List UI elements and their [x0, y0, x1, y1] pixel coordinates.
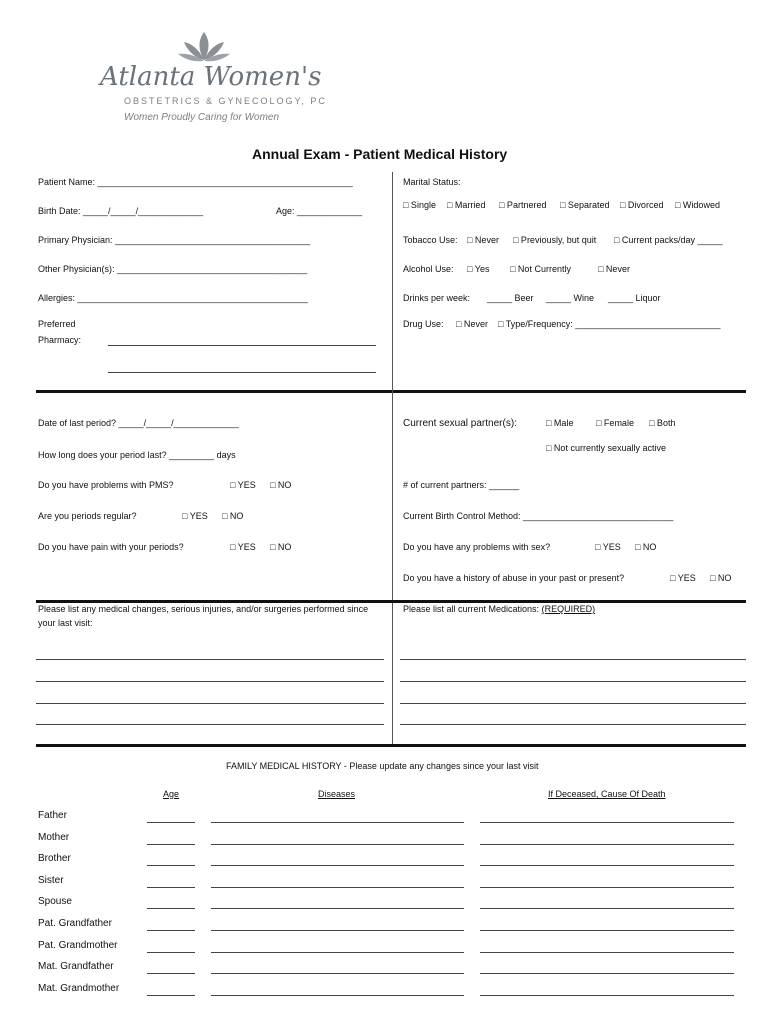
- birth-control-field[interactable]: Current Birth Control Method: ______________________________: [403, 511, 674, 521]
- num-partners-field[interactable]: # of current partners: ______: [403, 480, 520, 490]
- family-col-deceased: If Deceased, Cause Of Death: [548, 789, 666, 799]
- family-history-heading: FAMILY MEDICAL HISTORY - Please update any changes since your last visit: [226, 761, 539, 771]
- sex-problems-no[interactable]: □ NO: [635, 542, 657, 552]
- marital-divorced[interactable]: □ Divorced: [620, 200, 664, 210]
- family-deceased-line[interactable]: [480, 973, 734, 974]
- drug-never[interactable]: □ Never: [456, 319, 488, 329]
- pharmacy-label-2: Pharmacy:: [38, 335, 82, 345]
- column-divider: [392, 172, 393, 746]
- pms-yes[interactable]: □ YES: [230, 480, 256, 490]
- family-diseases-line[interactable]: [211, 995, 464, 996]
- changes-line-1[interactable]: [36, 659, 384, 660]
- family-member-label: Mat. Grandfather: [38, 961, 114, 973]
- tobacco-never[interactable]: □ Never: [467, 235, 499, 245]
- family-member-label: Pat. Grandfather: [38, 918, 112, 929]
- required-label: (REQUIRED): [541, 604, 596, 614]
- family-member-label: Mother: [38, 831, 70, 843]
- logo-subtitle: OBSTETRICS & GYNECOLOGY, PC: [124, 96, 327, 106]
- family-diseases-line[interactable]: [211, 822, 464, 823]
- allergies-field[interactable]: Allergies: ______________________________________________: [38, 293, 308, 303]
- family-col-diseases: Diseases: [318, 789, 356, 799]
- family-age-line[interactable]: [147, 844, 195, 845]
- medications-line-4[interactable]: [400, 724, 746, 725]
- drug-label: Drug Use:: [403, 319, 444, 329]
- family-deceased-line[interactable]: [480, 887, 734, 888]
- regular-no[interactable]: □ NO: [222, 511, 244, 521]
- pharmacy-label-1: Preferred: [38, 319, 76, 329]
- family-diseases-line[interactable]: [211, 952, 464, 953]
- family-diseases-line[interactable]: [211, 908, 464, 909]
- family-age-line[interactable]: [147, 822, 195, 823]
- pharmacy-line-1[interactable]: [108, 345, 376, 346]
- marital-widowed[interactable]: □ Widowed: [675, 200, 720, 210]
- family-member-label: Spouse: [38, 896, 72, 908]
- family-age-line[interactable]: [147, 930, 195, 931]
- alcohol-not-currently[interactable]: □ Not Currently: [510, 264, 571, 274]
- logo-name: Atlanta Women's: [100, 62, 322, 92]
- drug-type-frequency[interactable]: □ Type/Frequency: _____________________________: [498, 319, 721, 329]
- changes-line-3[interactable]: [36, 703, 384, 704]
- lotus-logo-icon: [176, 30, 232, 64]
- changes-prompt-2: your last visit:: [38, 618, 93, 628]
- pain-yes[interactable]: □ YES: [230, 542, 256, 552]
- section-divider-3: [36, 744, 746, 747]
- family-deceased-line[interactable]: [480, 995, 734, 996]
- family-member-label: Sister: [38, 874, 64, 886]
- medications-line-2[interactable]: [400, 681, 746, 682]
- birth-date-field[interactable]: Birth Date: _____/_____/_____________: [38, 206, 204, 216]
- marital-status-label: Marital Status:: [403, 177, 461, 187]
- drinks-label: Drinks per week:: [403, 293, 471, 303]
- changes-line-4[interactable]: [36, 724, 384, 725]
- logo-tagline: Women Proudly Caring for Women: [124, 112, 280, 123]
- abuse-yes[interactable]: □ YES: [670, 573, 696, 583]
- changes-line-2[interactable]: [36, 681, 384, 682]
- family-diseases-line[interactable]: [211, 973, 464, 974]
- family-age-line[interactable]: [147, 887, 195, 888]
- patient-name-field[interactable]: Patient Name: ___________________________________________________: [38, 177, 353, 187]
- pain-question: Do you have pain with your periods?: [38, 542, 184, 552]
- section-divider-1: [36, 390, 746, 393]
- family-diseases-line[interactable]: [211, 930, 464, 931]
- medications-prompt: [403, 604, 595, 614]
- family-deceased-line[interactable]: [480, 822, 734, 823]
- alcohol-never[interactable]: □ Never: [598, 264, 630, 274]
- tobacco-current[interactable]: □ Current packs/day _____: [614, 235, 723, 245]
- family-age-line[interactable]: [147, 995, 195, 996]
- regular-question: Are you periods regular?: [38, 511, 137, 521]
- sex-problems-question: Do you have any problems with sex?: [403, 542, 551, 552]
- marital-married[interactable]: □ Married: [447, 200, 486, 210]
- family-age-line[interactable]: [147, 952, 195, 953]
- primary-physician-field[interactable]: Primary Physician: _______________________________________: [38, 235, 311, 245]
- last-period-field[interactable]: Date of last period? _____/_____/_____________: [38, 418, 239, 428]
- pms-question: Do you have problems with PMS?: [38, 480, 174, 490]
- regular-yes[interactable]: □ YES: [182, 511, 208, 521]
- alcohol-label: Alcohol Use:: [403, 264, 454, 274]
- family-diseases-line[interactable]: [211, 887, 464, 888]
- partner-label: Current sexual partner(s):: [403, 418, 517, 429]
- partner-male[interactable]: □ Male: [546, 418, 574, 428]
- tobacco-previously[interactable]: □ Previously, but quit: [513, 235, 597, 245]
- abuse-no[interactable]: □ NO: [710, 573, 732, 583]
- other-physicians-field[interactable]: Other Physician(s): ______________________________________: [38, 264, 308, 274]
- family-age-line[interactable]: [147, 973, 195, 974]
- not-sexually-active[interactable]: □ Not currently sexually active: [546, 443, 666, 453]
- marital-separated[interactable]: □ Separated: [560, 200, 610, 210]
- family-diseases-line[interactable]: [211, 865, 464, 866]
- family-member-label: Brother: [38, 853, 71, 865]
- family-member-label: Father: [38, 810, 67, 821]
- family-deceased-line[interactable]: [480, 930, 734, 931]
- sex-problems-yes[interactable]: □ YES: [595, 542, 621, 552]
- family-deceased-line[interactable]: [480, 952, 734, 953]
- marital-partnered[interactable]: □ Partnered: [499, 200, 547, 210]
- abuse-question: Do you have a history of abuse in your past or present?: [403, 573, 625, 583]
- drinks-wine[interactable]: _____ Wine: [546, 293, 595, 303]
- partner-both[interactable]: □ Both: [649, 418, 676, 428]
- medications-line-1[interactable]: [400, 659, 746, 660]
- alcohol-yes[interactable]: □ Yes: [467, 264, 490, 274]
- drinks-beer[interactable]: _____ Beer: [487, 293, 534, 303]
- medications-label: Please list all current Medications:: [403, 604, 540, 614]
- age-field[interactable]: Age: _____________: [276, 206, 363, 216]
- pharmacy-line-2[interactable]: [108, 372, 376, 373]
- family-deceased-line[interactable]: [480, 908, 734, 909]
- partner-female[interactable]: □ Female: [596, 418, 634, 428]
- family-deceased-line[interactable]: [480, 844, 734, 845]
- changes-prompt-1: Please list any medical changes, serious injuries, and/or surgeries performed since: [38, 604, 369, 614]
- tobacco-label: Tobacco Use:: [403, 235, 458, 245]
- marital-single[interactable]: □ Single: [403, 200, 436, 210]
- medications-line-3[interactable]: [400, 703, 746, 704]
- family-deceased-line[interactable]: [480, 865, 734, 866]
- pain-no[interactable]: □ NO: [270, 542, 292, 552]
- period-length-field[interactable]: How long does your period last? _________ days: [38, 450, 236, 460]
- family-diseases-line[interactable]: [211, 844, 464, 845]
- pms-no[interactable]: □ NO: [270, 480, 292, 490]
- family-member-label: Pat. Grandmother: [38, 939, 118, 951]
- family-col-age: Age: [163, 789, 180, 799]
- section-divider-2: [36, 600, 746, 603]
- family-age-line[interactable]: [147, 865, 195, 866]
- family-member-label: Mat. Grandmother: [38, 982, 120, 994]
- page-title: Annual Exam - Patient Medical History: [252, 146, 508, 162]
- drinks-liquor[interactable]: _____ Liquor: [608, 293, 661, 303]
- family-age-line[interactable]: [147, 908, 195, 909]
